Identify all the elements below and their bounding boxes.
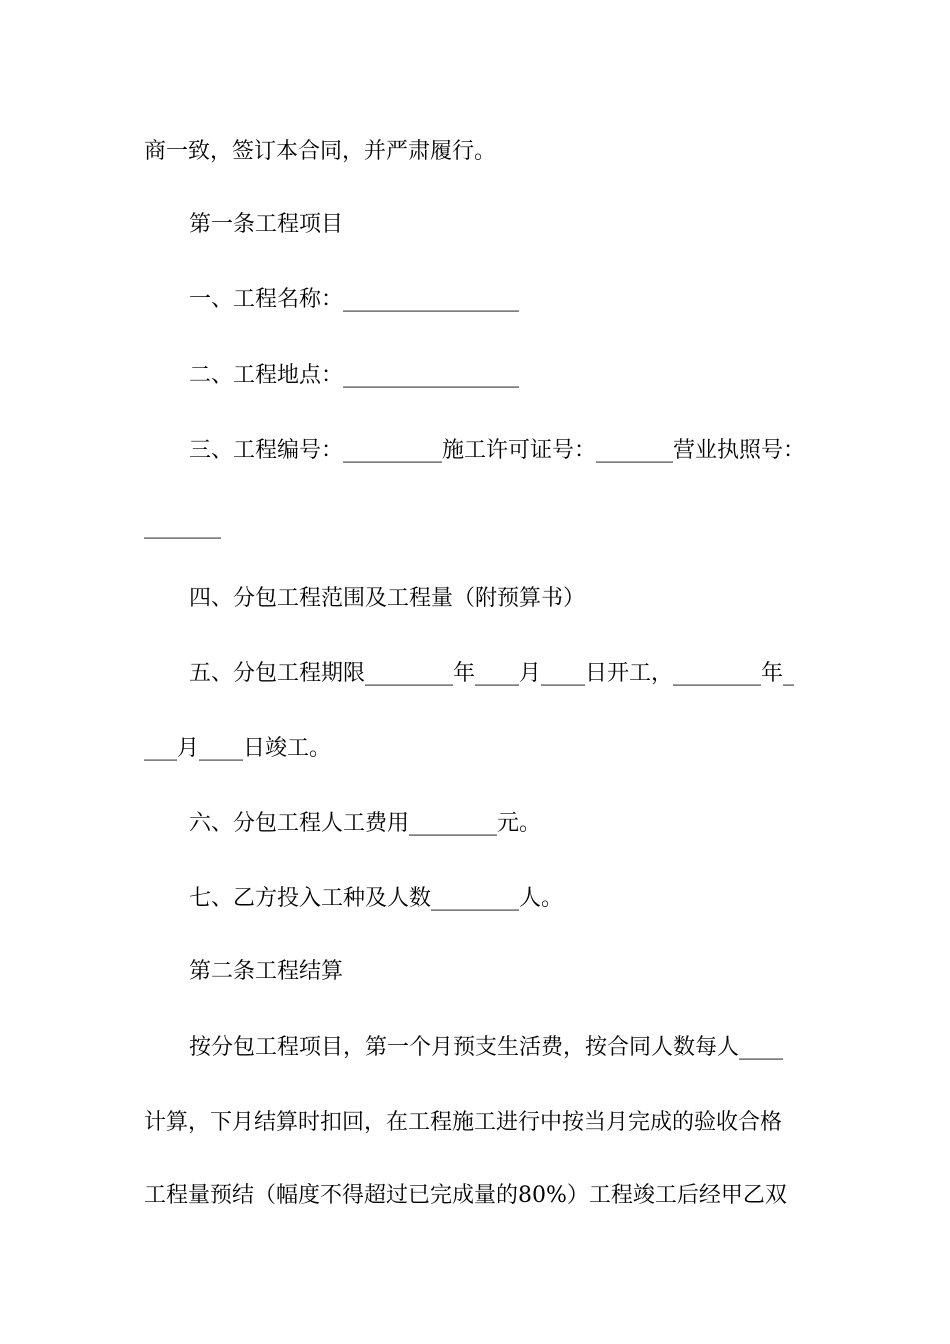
item-project-name: 一、工程名称：________________ bbox=[189, 287, 520, 312]
item-project-number: 三、工程编号：_________施工许可证号：_______营业执照号： bbox=[189, 438, 806, 463]
article-1-heading: 第一条工程项目 bbox=[189, 212, 344, 237]
item-workers: 七、乙方投入工种及人数________人。 bbox=[189, 886, 564, 911]
settlement-paragraph-line-1: 按分包工程项目，第一个月预支生活费，按合同人数每人____ bbox=[189, 1035, 784, 1060]
item-scope: 四、分包工程范围及工程量（附预算书） bbox=[189, 586, 586, 611]
item-labor-cost: 六、分包工程人工费用________元。 bbox=[189, 811, 542, 836]
item-project-number-cont: _______ bbox=[144, 514, 221, 539]
settlement-paragraph-line-3: 工程量预结（幅度不得超过已完成量的80%）工程竣工后经甲乙双 bbox=[144, 1183, 787, 1208]
item-project-location: 二、工程地点：________________ bbox=[189, 363, 520, 388]
article-2-heading: 第二条工程结算 bbox=[189, 959, 344, 984]
item-period-cont: ___月____日竣工。 bbox=[144, 736, 332, 761]
settlement-paragraph-line-2: 计算，下月结算时扣回，在工程施工进行中按当月完成的验收合格 bbox=[144, 1110, 783, 1135]
item-period: 五、分包工程期限________年____月____日开工，________年_ bbox=[189, 661, 795, 686]
paragraph-continuation: 商一致，签订本合同，并严肃履行。 bbox=[144, 139, 497, 164]
